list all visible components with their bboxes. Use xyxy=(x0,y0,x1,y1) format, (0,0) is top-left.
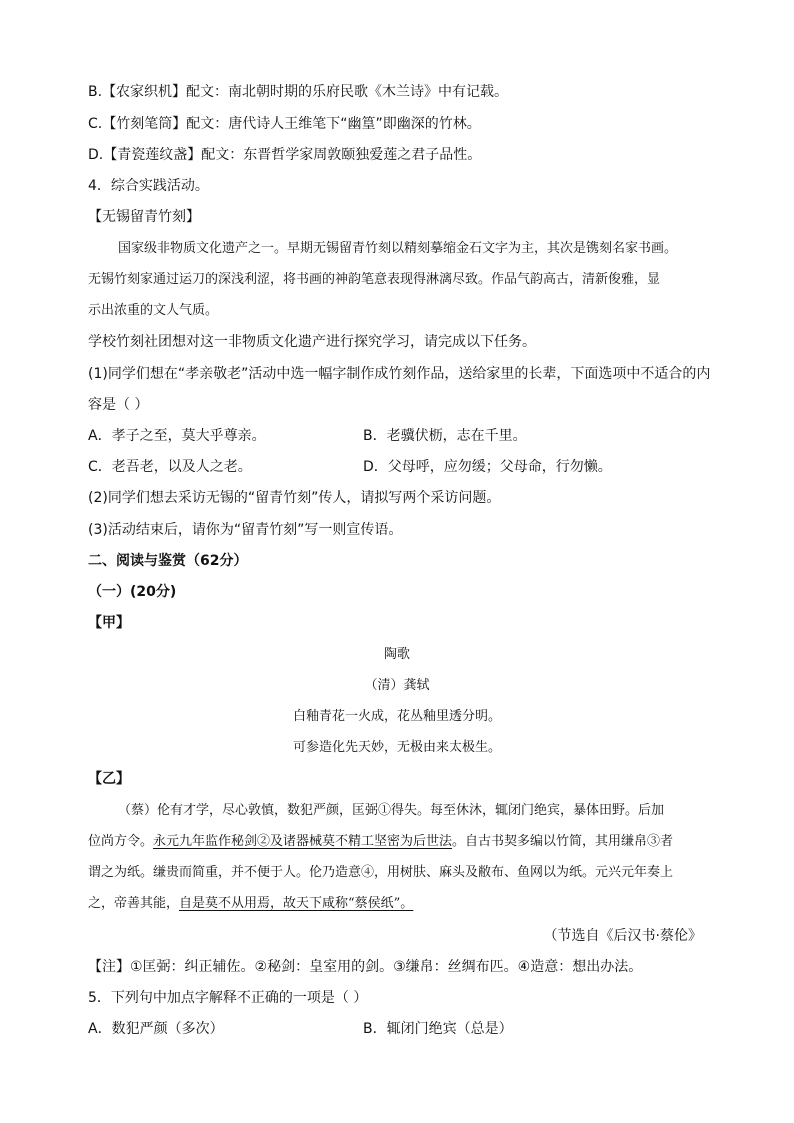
task-3: (3)活动结束后，请你为“留青竹刻”写一则宣传语。 xyxy=(88,522,403,538)
intro-paragraph-line-3: 示出浓重的文人气质。 xyxy=(88,303,219,318)
prose-line-1: （蔡）伦有才学，尽心敦慎，数犯严颜，匡弼①得失。每至休沐，辄闭门绝宾，暴体田野。后加 xyxy=(118,803,665,818)
choice-a: A．孝子之至，莫大乎尊亲。 xyxy=(88,428,266,444)
question-5: 5．下列句中加点字解释不正确的一项是（ ） xyxy=(88,990,368,1006)
label-yi: 【乙】 xyxy=(88,771,130,787)
underlined-sentence-1: 永元九年监作秘剑②及诸器械莫不精工坚密为后世法 xyxy=(153,834,453,849)
underlined-sentence-2: 自是莫不从用焉，故天下咸称“蔡侯纸”。 xyxy=(179,896,414,911)
option-d-line: D.【青瓷莲纹盏】配文：东晋哲学家周敦颐独爱莲之君子品性。 xyxy=(88,147,482,163)
prose-line-2 xyxy=(88,832,673,852)
question-5-choice-b: B．辄闭门绝宾（总是） xyxy=(363,1021,513,1037)
choice-d: D．父母呼，应勿缓；父母命，行勿懒。 xyxy=(363,459,612,475)
label-jia: 【甲】 xyxy=(88,615,130,631)
intro-paragraph-line-2: 无锡竹刻家通过运刀的深浅利涩，将书画的神韵笔意表现得淋漓尽致。作品气韵高古，清新俊雅，显 xyxy=(88,272,661,287)
prose-line-4 xyxy=(88,894,413,914)
section-title: 【无锡留青竹刻】 xyxy=(88,209,200,225)
task-1-line-1: (1)同学们想在“孝亲敬老”活动中选一幅字制作成竹刻作品，送给家里的长辈，下面选项中不适合的内 xyxy=(88,366,711,382)
choice-b: B．老骥伏枥，志在千里。 xyxy=(363,428,527,444)
option-c-line: C.【竹刻笔筒】配文：唐代诗人王维笔下“幽篁”即幽深的竹林。 xyxy=(88,116,481,132)
prose-line-4-start: 之，帝善其能， xyxy=(88,896,180,911)
subsection-1-title: （一）(20分) xyxy=(88,584,177,600)
poem-author: （清）龚轼 xyxy=(364,678,430,693)
source-citation: （节选自《后汉书·蔡伦》 xyxy=(543,928,702,944)
notes-line: 【注】①匡弼：纠正辅佐。②秘剑：皇室用的剑。③缣帛：丝绸布匹。④造意：想出办法。 xyxy=(88,959,643,975)
task-2: (2)同学们想去采访无锡的“留青竹刻”传人，请拟写两个采访问题。 xyxy=(88,490,501,506)
prose-line-2-start: 位尚方令。 xyxy=(88,834,154,849)
task-intro: 学校竹刻社团想对这一非物质文化遗产进行探究学习，请完成以下任务。 xyxy=(88,334,536,350)
prose-line-2-end: 。自古书契多编以竹简，其用缣帛③者 xyxy=(452,834,674,849)
task-1-line-2: 容是（ ） xyxy=(88,397,149,413)
poem-line-1: 白釉青花一火成，花丛釉里透分明。 xyxy=(292,709,501,724)
part-2-title: 二、阅读与鉴赏（62分） xyxy=(88,553,248,569)
option-b-line: B.【农家织机】配文：南北朝时期的乐府民歌《木兰诗》中有记载。 xyxy=(88,84,509,100)
intro-paragraph-line-1: 国家级非物质文化遗产之一。早期无锡留青竹刻以精刻摹缩金石文字为主，其次是镌刻名家书画。 xyxy=(118,241,678,256)
question-4-title: 4．综合实践活动。 xyxy=(88,178,209,194)
poem-title: 陶歌 xyxy=(383,647,410,662)
choice-c: C．老吾老，以及人之老。 xyxy=(88,459,252,475)
prose-line-3: 谓之为纸。缣贵而简重，并不便于人。伦乃造意④，用树肤、麻头及敝布、鱼网以为纸。元兴元年奏上 xyxy=(88,865,674,880)
poem-line-2: 可参造化先天妙，无极由来太极生。 xyxy=(292,740,501,755)
question-5-choice-a: A．数犯严颜（多次） xyxy=(88,1021,224,1037)
